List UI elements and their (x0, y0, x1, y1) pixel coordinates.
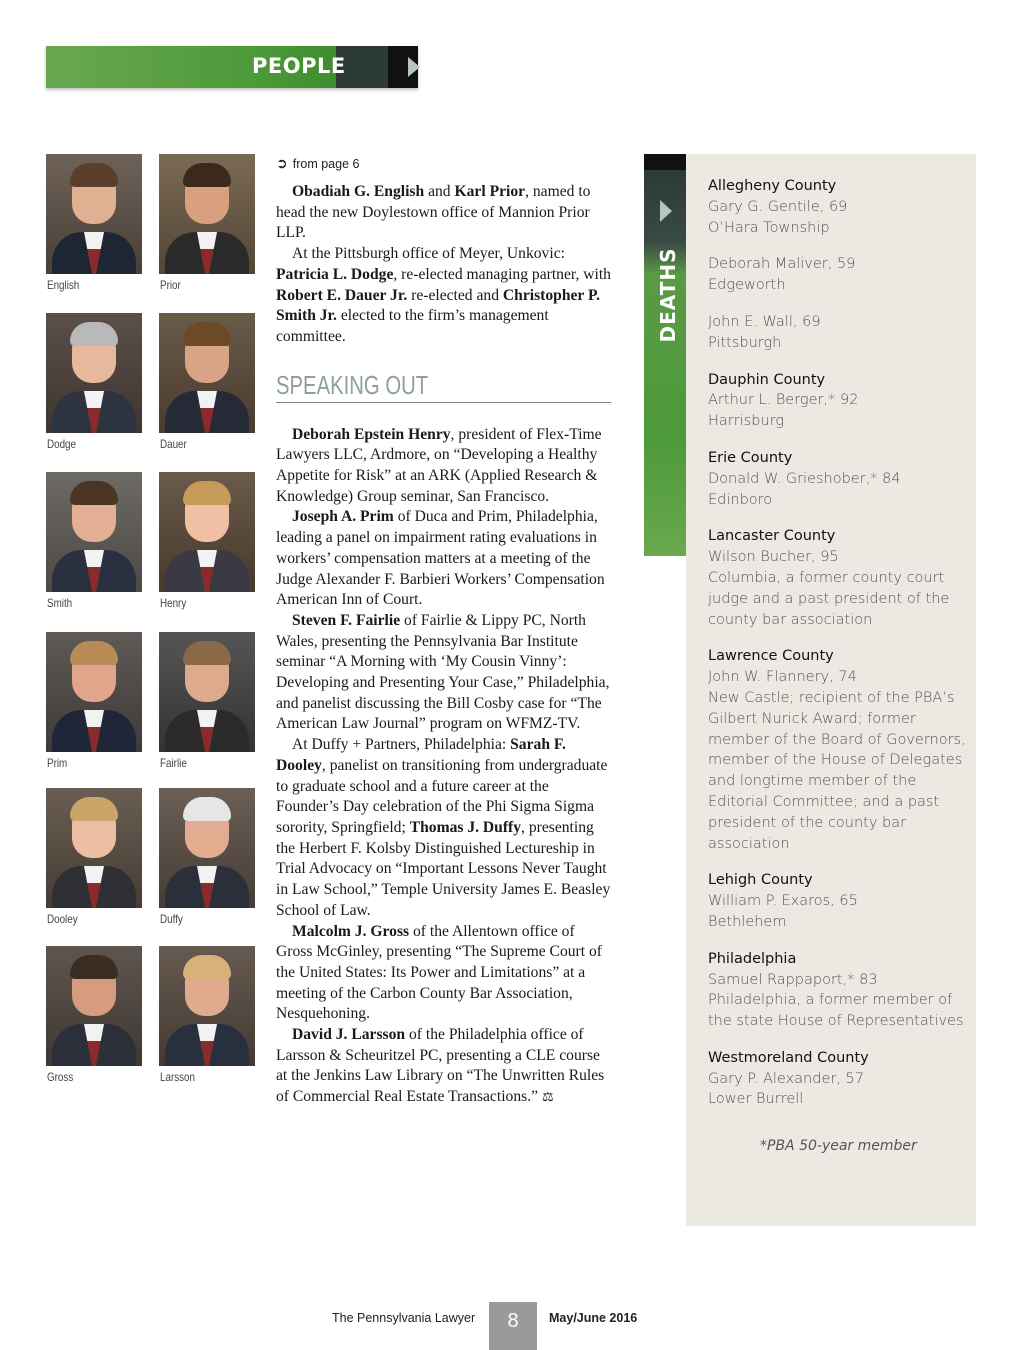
portrait-dauer (159, 313, 255, 451)
person-name: Joseph A. Prim (292, 508, 394, 526)
headshot-photo (159, 154, 255, 274)
headshot-photo (46, 788, 142, 908)
county-name: Lancaster County (708, 528, 836, 545)
portrait-caption: Prim (47, 756, 68, 770)
person-name: Steven F. Fairlie (292, 611, 401, 629)
decedent-name: John W. Flannery, 74 (708, 669, 857, 686)
footnote: *PBA 50-year member (760, 1138, 917, 1155)
article-column (276, 154, 612, 1108)
county-name: Lawrence County (708, 648, 834, 665)
county-name: Philadelphia (708, 950, 797, 967)
portrait-larsson (159, 946, 255, 1084)
deaths-list (708, 176, 970, 1157)
death-entry (708, 667, 970, 854)
portrait-henry (159, 472, 255, 610)
portrait-fairlie (159, 632, 255, 770)
person-name: Sarah F. Dooley (276, 736, 566, 774)
death-entry (708, 390, 970, 432)
article-paragraph: At Duffy + Partners, Philadelphia: Sarah F. Dooley, panelist on transitioning from undergraduate to graduate school and a future career at the Founder’s Day celebration of the Phi Sigma Sigma sorority, Springfield; Thomas J. Duffy, presenting the Herbert F. Kolsby Distinguished Lectureship in Trial Advocacy on “Important Lessons Never Taught in Law School,” Temple University James E. Beasley School of Law. (276, 736, 611, 919)
page-number: 8 (489, 1302, 537, 1350)
headshot-photo (46, 946, 142, 1066)
death-entry (708, 312, 970, 354)
death-entry (708, 970, 970, 1032)
headshot-photo (46, 313, 142, 433)
portrait-gross (46, 946, 142, 1084)
decedent-details: Lower Burrell (708, 1091, 804, 1108)
person-name: Karl Prior (454, 183, 526, 200)
portrait-smith (46, 472, 142, 610)
issue-date: May/June 2016 (549, 1311, 638, 1325)
decedent-details: Edinboro (708, 491, 773, 508)
decedent-details: Edgeworth (708, 277, 786, 294)
portrait-caption: Dauer (160, 437, 187, 451)
county-name: Dauphin County (708, 371, 826, 388)
county-name: Lehigh County (708, 872, 813, 889)
county-block (708, 1048, 970, 1110)
decedent-details: O’Hara Township (708, 219, 830, 236)
portrait-prior (159, 154, 255, 292)
portrait-caption: Fairlie (160, 756, 187, 770)
headshot-photo (159, 472, 255, 592)
county-block (708, 370, 970, 432)
deaths-title: DEATHS (656, 247, 680, 343)
person-name: Malcolm J. Gross (292, 922, 410, 940)
continuation-text: from page 6 (292, 157, 360, 171)
portrait-english (46, 154, 142, 292)
decedent-name: Arthur L. Berger,* 92 (708, 392, 859, 409)
death-entry (708, 1069, 970, 1111)
portrait-dodge (46, 313, 142, 451)
person-name: Deborah Epstein Henry (292, 425, 451, 443)
person-name: Robert E. Dauer Jr. (276, 286, 408, 304)
decedent-name: Gary G. Gentile, 69 (708, 198, 848, 215)
article-paragraph: David J. Larsson of the Philadelphia office of Larsson & Scheuritzel PC, presenting a CLE course at the Jenkins Law Library on “The Unwritten Rules of Commercial Real Estate Transactions.” ⚖ (276, 1026, 605, 1106)
publication-name: The Pennsylvania Lawyer (332, 1311, 476, 1325)
article-paragraph: Obadiah G. English and Karl Prior, named to head the new Doylestown office of Mannion Prior LLP. (276, 183, 591, 242)
headshot-photo (46, 472, 142, 592)
decedent-name: Gary P. Alexander, 57 (708, 1070, 865, 1087)
portrait-prim (46, 632, 142, 770)
section-banner (46, 46, 418, 88)
death-entry (708, 197, 970, 239)
section-heading: SPEAKING OUT (276, 370, 611, 403)
play-arrow-icon (660, 200, 672, 222)
scales-end-icon: ⚖ (542, 1089, 554, 1105)
article-paragraph: Steven F. Fairlie of Fairlie & Lippy PC, North Wales, presenting the Pennsylvania Bar Institute seminar “A Morning with ‘My Cousin Vinny’: Developing and Presenting Your Case,” Philadelphia, and panelist discussing the Bill Cosby case for “The American Law Journal” program on WFMZ-TV. (276, 611, 610, 733)
section-title: PEOPLE (252, 54, 346, 78)
death-entry (708, 254, 970, 296)
decedent-details: Columbia, a former county court judge and a past president of the county bar association (708, 569, 950, 628)
county-name: Westmoreland County (708, 1049, 869, 1066)
portrait-caption: English (47, 278, 80, 292)
person-name: Christopher P. Smith Jr. (276, 286, 600, 325)
portrait-caption: Dodge (47, 437, 77, 451)
portrait-caption: Henry (160, 596, 187, 610)
decedent-details: Harrisburg (708, 413, 785, 430)
decedent-details: Pittsburgh (708, 334, 782, 351)
decedent-name: Donald W. Grieshober,* 84 (708, 470, 901, 487)
portrait-caption: Prior (160, 278, 181, 292)
headshot-photo (159, 632, 255, 752)
article-paragraph: Deborah Epstein Henry, president of Flex-Time Lawyers LLC, Ardmore, on “Developing a Healthy Appetite for Risk” at an ARK (Applied Research & Knowledge) Group seminar, San Francisco. (276, 425, 602, 505)
death-entry (708, 469, 970, 511)
headshot-photo (159, 788, 255, 908)
county-block (708, 949, 970, 1032)
return-arrow-icon: ➲ (276, 155, 288, 171)
portrait-caption: Duffy (160, 912, 183, 926)
headshot-photo (46, 154, 142, 274)
decedent-name: William P. Exaros, 65 (708, 893, 858, 910)
decedent-details: Philadelphia, a former member of the state House of Representatives (708, 992, 964, 1030)
death-entry (708, 891, 970, 933)
article-paragraph: At the Pittsburgh office of Meyer, Unkovic: Patricia L. Dodge, re-elected managing partner, with Robert E. Dauer Jr. re-elected and Christopher P. Smith Jr. elected to the firm’s management committee. (276, 245, 611, 345)
person-name: Thomas J. Duffy (409, 818, 522, 836)
county-block (708, 646, 970, 854)
decedent-name: Samuel Rappaport,* 83 (708, 971, 878, 988)
portrait-caption: Dooley (47, 912, 78, 926)
deaths-tab (644, 154, 686, 556)
headshot-photo (159, 946, 255, 1066)
person-name: David J. Larsson (292, 1026, 406, 1044)
county-block (708, 870, 970, 932)
portrait-caption: Larsson (160, 1070, 196, 1084)
county-name: Erie County (708, 449, 793, 466)
person-name: Obadiah G. English (292, 183, 425, 200)
article-paragraph: Joseph A. Prim of Duca and Prim, Philadelphia, leading a panel on impairment rating evaluations in workers’ compensation matters at a meeting of the Judge Alexander F. Barbieri Workers’ Compensation American Inn of Court. (276, 508, 605, 609)
portrait-dooley (46, 788, 142, 926)
county-block (708, 176, 970, 354)
decedent-details: Bethlehem (708, 913, 787, 930)
decedent-details: New Castle; recipient of the PBA’s Gilbert Nurick Award; former member of the Board of Governors, member of the House of Delegates and longtime member of the Editorial Committee; and a past president of the county bar association (708, 689, 966, 852)
headshot-photo (46, 632, 142, 752)
decedent-name: John E. Wall, 69 (708, 313, 821, 330)
person-name: Patricia L. Dodge (276, 265, 394, 283)
decedent-name: Wilson Bucher, 95 (708, 549, 839, 566)
play-arrow-icon (408, 57, 420, 77)
portrait-duffy (159, 788, 255, 926)
portrait-caption: Smith (47, 596, 73, 610)
decedent-name: Deborah Maliver, 59 (708, 256, 856, 273)
portrait-caption: Gross (47, 1070, 74, 1084)
county-name: Allegheny County (708, 178, 837, 194)
article-paragraph: Malcolm J. Gross of the Allentown office of Gross McGinley, presenting “The Supreme Court of the United States: Its Power and Limitations” at a meeting of the Carbon County Bar Association, Nesquehoning. (276, 922, 602, 1023)
headshot-photo (159, 313, 255, 433)
county-block (708, 526, 970, 630)
continuation-note[interactable] (276, 154, 612, 173)
death-entry (708, 547, 970, 630)
county-block (708, 448, 970, 510)
